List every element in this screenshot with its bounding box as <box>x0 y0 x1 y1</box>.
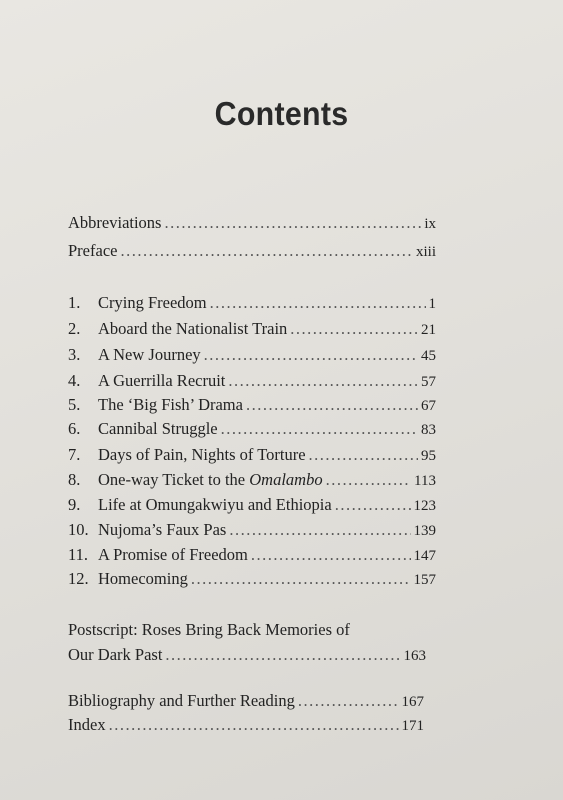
dot-leader <box>335 493 411 517</box>
dot-leader <box>326 468 411 492</box>
entry-page-number: 171 <box>401 718 424 734</box>
table-of-contents <box>68 0 436 800</box>
entry-label: Index <box>68 715 106 734</box>
entry-page-number: 163 <box>403 648 426 664</box>
entry-label: Preface <box>68 241 118 260</box>
dot-leader <box>165 643 400 667</box>
entry-label: Days of Pain, Nights of Torture <box>98 445 306 464</box>
entry-page-number: 83 <box>421 422 436 438</box>
entry-page-number: 95 <box>421 448 436 464</box>
toc-entry-chapter[interactable] <box>68 468 436 492</box>
dot-leader <box>246 393 418 417</box>
entry-label: Bibliography and Further Reading <box>68 691 295 710</box>
dot-leader <box>290 317 418 341</box>
toc-entry-chapter[interactable] <box>68 443 436 467</box>
entry-label: The ‘Big Fish’ Drama <box>98 395 243 414</box>
toc-entry-preface[interactable] <box>68 239 436 263</box>
entry-label: Crying Freedom <box>98 293 207 312</box>
page-title: Contents <box>214 95 349 132</box>
entry-label-italic: Omalambo <box>249 470 323 489</box>
chapter-number: 7. <box>68 445 81 464</box>
dot-leader <box>164 211 421 235</box>
chapter-number: 5. <box>68 395 81 414</box>
entry-label: Abbreviations <box>68 213 162 232</box>
entry-page-number: 147 <box>413 548 436 564</box>
dot-leader <box>204 343 418 367</box>
entry-page-number: 113 <box>414 473 436 489</box>
dot-leader <box>228 369 418 393</box>
chapter-number: 12. <box>68 569 89 588</box>
dot-leader <box>109 713 399 737</box>
dot-leader <box>251 543 411 567</box>
toc-entry-bibliography[interactable] <box>68 689 424 713</box>
postscript-title-line[interactable]: Postscript: Roses Bring Back Memories of <box>68 620 350 639</box>
entry-label <box>98 468 323 492</box>
entry-page-number: 167 <box>401 694 424 710</box>
entry-page-number: 21 <box>421 322 436 338</box>
entry-page-number: xiii <box>415 244 436 260</box>
entry-label: A Guerrilla Recruit <box>98 371 226 390</box>
toc-entry-index[interactable] <box>68 713 424 737</box>
dot-leader <box>221 417 418 441</box>
chapter-number: 8. <box>68 470 81 489</box>
toc-entry-postscript[interactable] <box>68 643 426 667</box>
chapter-number: 3. <box>68 345 81 364</box>
toc-entry-chapter[interactable] <box>68 417 436 441</box>
dot-leader <box>298 689 399 713</box>
chapter-number: 10. <box>68 520 89 539</box>
toc-entry-chapter[interactable] <box>68 543 436 567</box>
toc-entry-chapter[interactable] <box>68 393 436 417</box>
dot-leader <box>210 291 426 315</box>
entry-label: Nujoma’s Faux Pas <box>98 520 227 539</box>
toc-entry-chapter[interactable] <box>68 493 436 517</box>
toc-entry-abbreviations[interactable] <box>68 211 436 235</box>
entry-page-number: 45 <box>421 348 436 364</box>
entry-page-number: 1 <box>428 296 436 312</box>
entry-page-number: 123 <box>413 498 436 514</box>
entry-page-number: 67 <box>421 398 436 414</box>
chapter-number: 11. <box>68 545 89 564</box>
entry-label: Homecoming <box>98 569 188 588</box>
entry-page-number: 157 <box>413 572 436 588</box>
entry-page-number: ix <box>424 216 436 232</box>
toc-entry-chapter[interactable] <box>68 291 436 315</box>
toc-entry-chapter[interactable] <box>68 343 436 367</box>
entry-label-text: One-way Ticket to the <box>98 470 250 489</box>
entry-label: Aboard the Nationalist Train <box>98 319 288 338</box>
entry-page-number: 57 <box>421 374 436 390</box>
chapter-number: 6. <box>68 419 81 438</box>
chapter-number: 4. <box>68 371 81 390</box>
entry-label: Our Dark Past <box>68 645 163 664</box>
entry-label: Cannibal Struggle <box>98 419 218 438</box>
entry-label: A New Journey <box>98 345 201 364</box>
toc-entry-chapter[interactable] <box>68 567 436 591</box>
dot-leader <box>120 239 413 263</box>
dot-leader <box>191 567 411 591</box>
toc-entry-chapter[interactable] <box>68 369 436 393</box>
entry-page-number: 139 <box>413 523 436 539</box>
chapter-number: 9. <box>68 495 81 514</box>
toc-entry-chapter[interactable] <box>68 317 436 341</box>
toc-entry-chapter[interactable] <box>68 518 436 542</box>
dot-leader <box>309 443 418 467</box>
entry-label: A Promise of Freedom <box>98 545 248 564</box>
dot-leader <box>229 518 410 542</box>
chapter-number: 1. <box>68 293 81 312</box>
chapter-number: 2. <box>68 319 81 338</box>
entry-label: Life at Omungakwiyu and Ethiopia <box>98 495 332 514</box>
